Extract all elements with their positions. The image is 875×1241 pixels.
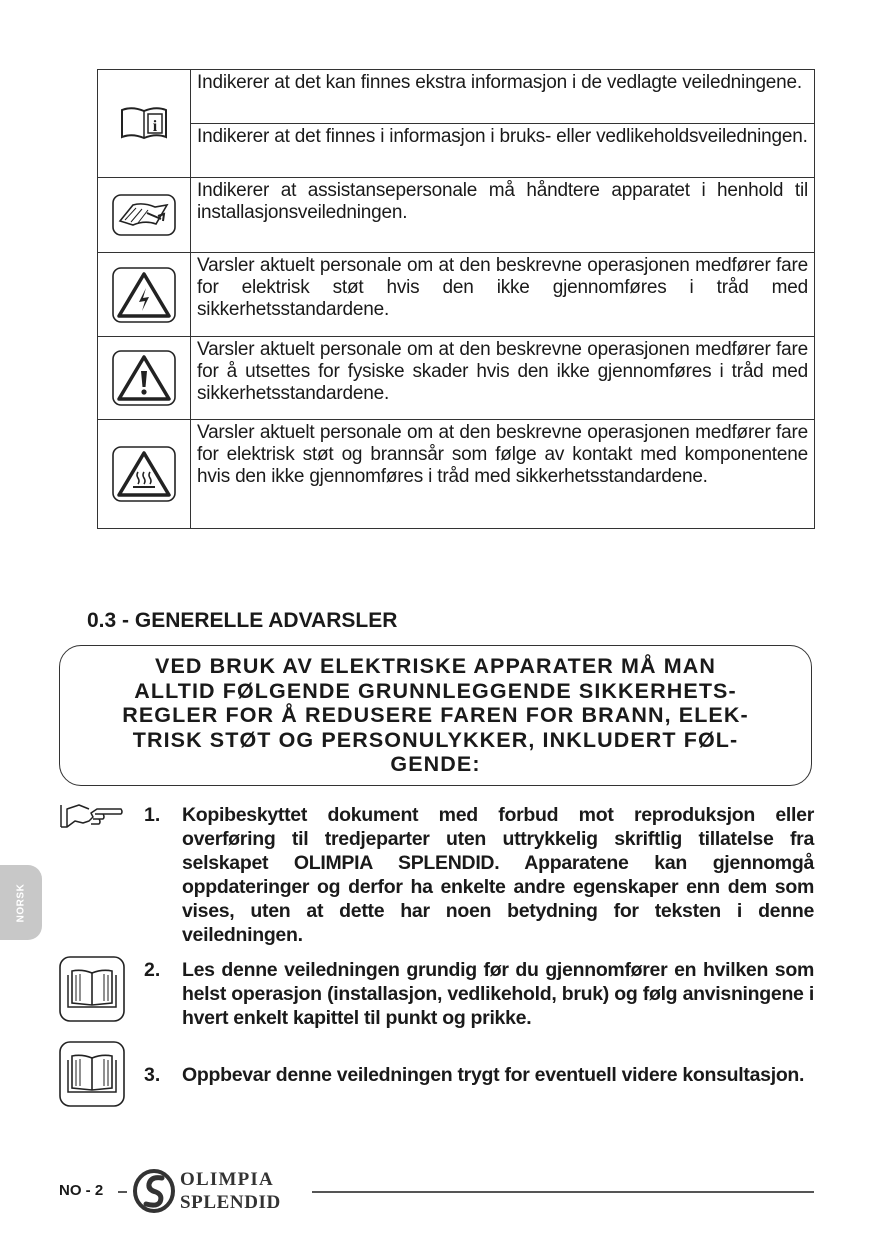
list-number: 1. [144,804,161,826]
icon-cell [98,337,191,420]
warning-line: TRISK STØT OG PERSONULYKKER, INKLUDERT FØL- [132,727,739,752]
warning-line: REGLER FOR Å REDUSERE FAREN FOR BRANN, ELEK- [122,703,749,727]
logo-mark-icon [131,1168,177,1214]
logo-text-bottom: SPLENDID [180,1192,281,1213]
symbol-description: Varsler aktuelt personale om at den beskrevne operasjonen medfører fare for å utsettes for fysiske skader hvis den ikke gjennomføres i tråd med sikkerhetsstandardene. [191,337,815,420]
warning-line: ALLTID FØLGENDE GRUNNLEGGENDE SIKKERHETS- [134,678,737,703]
symbol-description: Indikerer at det kan finnes ekstra informasjon i de vedlagte veiledningene. [191,70,815,124]
icon-cell [98,178,191,253]
table-row [98,253,815,337]
pointing-hand-icon [57,801,125,831]
table-row [98,420,815,529]
symbol-description: Indikerer at det finnes i informasjon i bruks- eller vedlikeholdsveiledningen. [191,124,815,178]
symbol-description: Varsler aktuelt personale om at den beskrevne operasjonen medfører fare for elektrisk støt og brannsår som følge av kontakt med komponentene hvis den ikke gjennomføres i tråd med sikkerhetsstandardene. [191,420,815,529]
symbol-legend-table [97,69,815,529]
list-number: 3. [144,1064,161,1086]
table-row [98,124,815,178]
language-tab-label: NORSK [15,883,27,922]
warning-box [59,645,812,786]
hot-surface-icon [111,445,177,503]
list-number: 2. [144,959,161,981]
section-heading: 0.3 - GENERELLE ADVARSLER [87,609,398,632]
open-book-icon [58,955,126,1023]
icon-cell [98,420,191,529]
page-number: NO - 2 [59,1182,104,1199]
table-row [98,178,815,253]
icon-cell [98,70,191,178]
logo-text-top: OLIMPIA [180,1169,274,1190]
warning-line: VED BRUK AV ELEKTRISKE APPARATER MÅ MAN [155,654,716,678]
symbol-description: Indikerer at assistansepersonale må håndtere apparatet i henhold til installasjonsveiledningen. [191,178,815,253]
open-book-icon [58,1040,126,1108]
svg-text:i: i [152,117,158,135]
book-info-icon [118,104,170,144]
manual-wrench-icon [111,193,177,237]
electric-hazard-icon [111,266,177,324]
table-row [98,70,815,124]
language-tab [0,865,42,940]
brand-logo [127,1168,312,1216]
table-row [98,337,815,420]
list-text: Kopibeskyttet dokument med forbud mot reproduksjon eller overføring til tredjeparter uten uttrykkelig skriftlig tillatelse fra selskapet OLIMPIA SPLENDID. Apparatene kan gjennomgå oppdateringer og derfor ha enkelte andre egenskaper enn dem som vises, uten at dette har noen betydning for teksten i denne veiledningen. [182,804,814,946]
list-text: Oppbevar denne veiledningen trygt for eventuell videre konsultasjon. [182,1064,805,1086]
general-warning-icon [111,349,177,407]
warning-line: GENDE: [390,752,481,776]
list-text: Les denne veiledningen grundig før du gjennomfører en hvilken som helst operasjon (installasjon, vedlikehold, bruk) og følg anvisningene i hvert enkelt kapittel til punkt og prikke. [182,959,814,1029]
icon-cell [98,253,191,337]
symbol-description: Varsler aktuelt personale om at den beskrevne operasjonen medfører fare for elektrisk støt hvis den ikke gjennomføres i tråd med sikkerhetsstandardene. [191,253,815,337]
